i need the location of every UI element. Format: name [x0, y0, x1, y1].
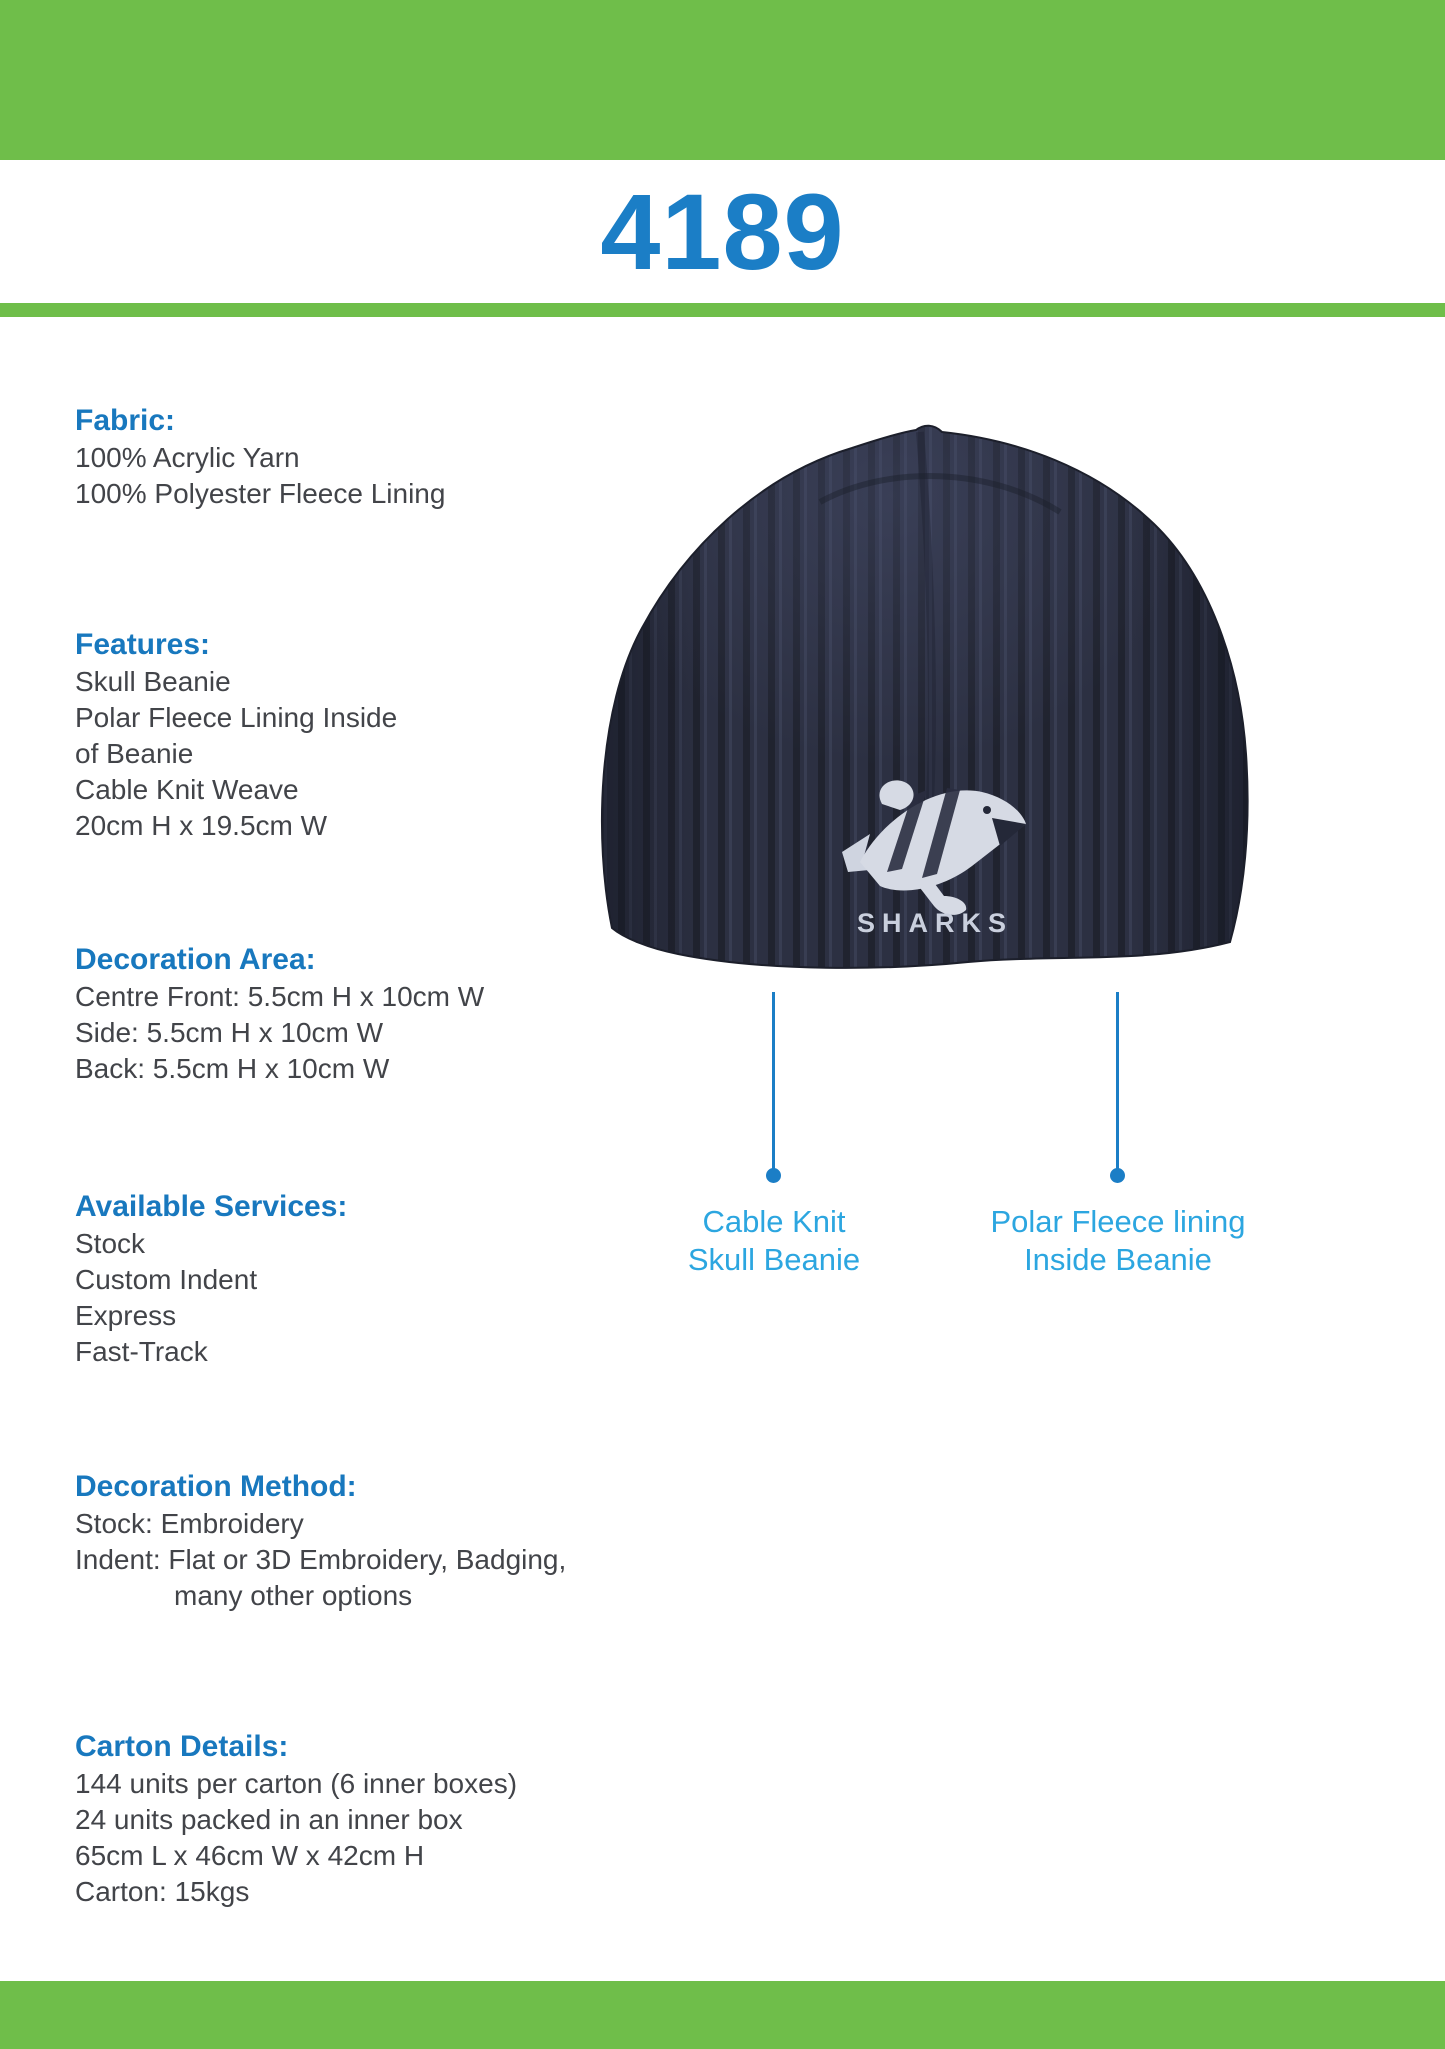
spec-line: Stock: [75, 1228, 146, 1259]
spec-line: 65cm L x 46cm W x 42cm H: [75, 1840, 425, 1871]
spec-section-decoration-area: [75, 941, 635, 1087]
spec-line: Cable Knit Weave: [75, 774, 299, 805]
section-heading: Features:: [75, 628, 211, 661]
spec-section-features: [75, 626, 635, 844]
spec-line: Side: 5.5cm H x 10cm W: [75, 1017, 384, 1048]
section-heading: Fabric:: [75, 404, 176, 437]
spec-line: many other options: [174, 1580, 413, 1611]
spec-section-fabric: [75, 402, 635, 512]
top-banner: [0, 0, 1445, 160]
callout-text-line: Polar Fleece lining: [990, 1204, 1246, 1239]
spec-line: Stock: Embroidery: [75, 1508, 304, 1539]
spec-section-decoration-method: [75, 1468, 635, 1614]
section-heading: Decoration Area:: [75, 943, 316, 976]
section-heading: Carton Details:: [75, 1730, 289, 1763]
section-heading: Decoration Method:: [75, 1470, 357, 1503]
spec-line: Skull Beanie: [75, 666, 231, 697]
callout-label-polar-fleece: [958, 1203, 1278, 1279]
callout-line-cable-knit: [772, 992, 775, 1174]
footer-banner: [0, 1981, 1445, 2049]
spec-line: Centre Front: 5.5cm H x 10cm W: [75, 981, 485, 1012]
spec-line: 24 units packed in an inner box: [75, 1804, 463, 1835]
spec-line: Carton: 15kgs: [75, 1876, 250, 1907]
spec-line: 144 units per carton (6 inner boxes): [75, 1768, 518, 1799]
title-band: [0, 160, 1445, 303]
callout-dot-cable-knit: [766, 1168, 781, 1183]
callout-text-line: Cable Knit: [702, 1204, 846, 1239]
shark-eye: [983, 806, 991, 814]
beanie-product-image: [590, 372, 1260, 990]
spec-line: 100% Polyester Fleece Lining: [75, 478, 446, 509]
callout-line-polar-fleece: [1116, 992, 1119, 1174]
spec-line: Indent: Flat or 3D Embroidery, Badging,: [75, 1544, 567, 1575]
beanie-illustration: [590, 372, 1260, 990]
spec-line: 100% Acrylic Yarn: [75, 442, 300, 473]
spec-line: Express: [75, 1300, 177, 1331]
logo-text: SHARKS: [856, 908, 1014, 938]
spec-line: 20cm H x 19.5cm W: [75, 810, 328, 841]
callout-text-line: Skull Beanie: [687, 1242, 861, 1277]
accent-stripe: [0, 303, 1445, 317]
section-heading: Available Services:: [75, 1190, 348, 1223]
spec-section-carton-details: [75, 1728, 635, 1910]
spec-line: of Beanie: [75, 738, 194, 769]
spec-line: Custom Indent: [75, 1264, 258, 1295]
callout-dot-polar-fleece: [1110, 1168, 1125, 1183]
callout-text-line: Inside Beanie: [1024, 1242, 1212, 1277]
spec-line: Back: 5.5cm H x 10cm W: [75, 1053, 390, 1084]
spec-section-available-services: [75, 1188, 635, 1370]
spec-line: Fast-Track: [75, 1336, 208, 1367]
spec-line: Polar Fleece Lining Inside: [75, 702, 398, 733]
beanie-fabric: [590, 372, 1260, 990]
product-code-title: 4189: [600, 170, 845, 292]
callout-label-cable-knit: [624, 1203, 924, 1279]
